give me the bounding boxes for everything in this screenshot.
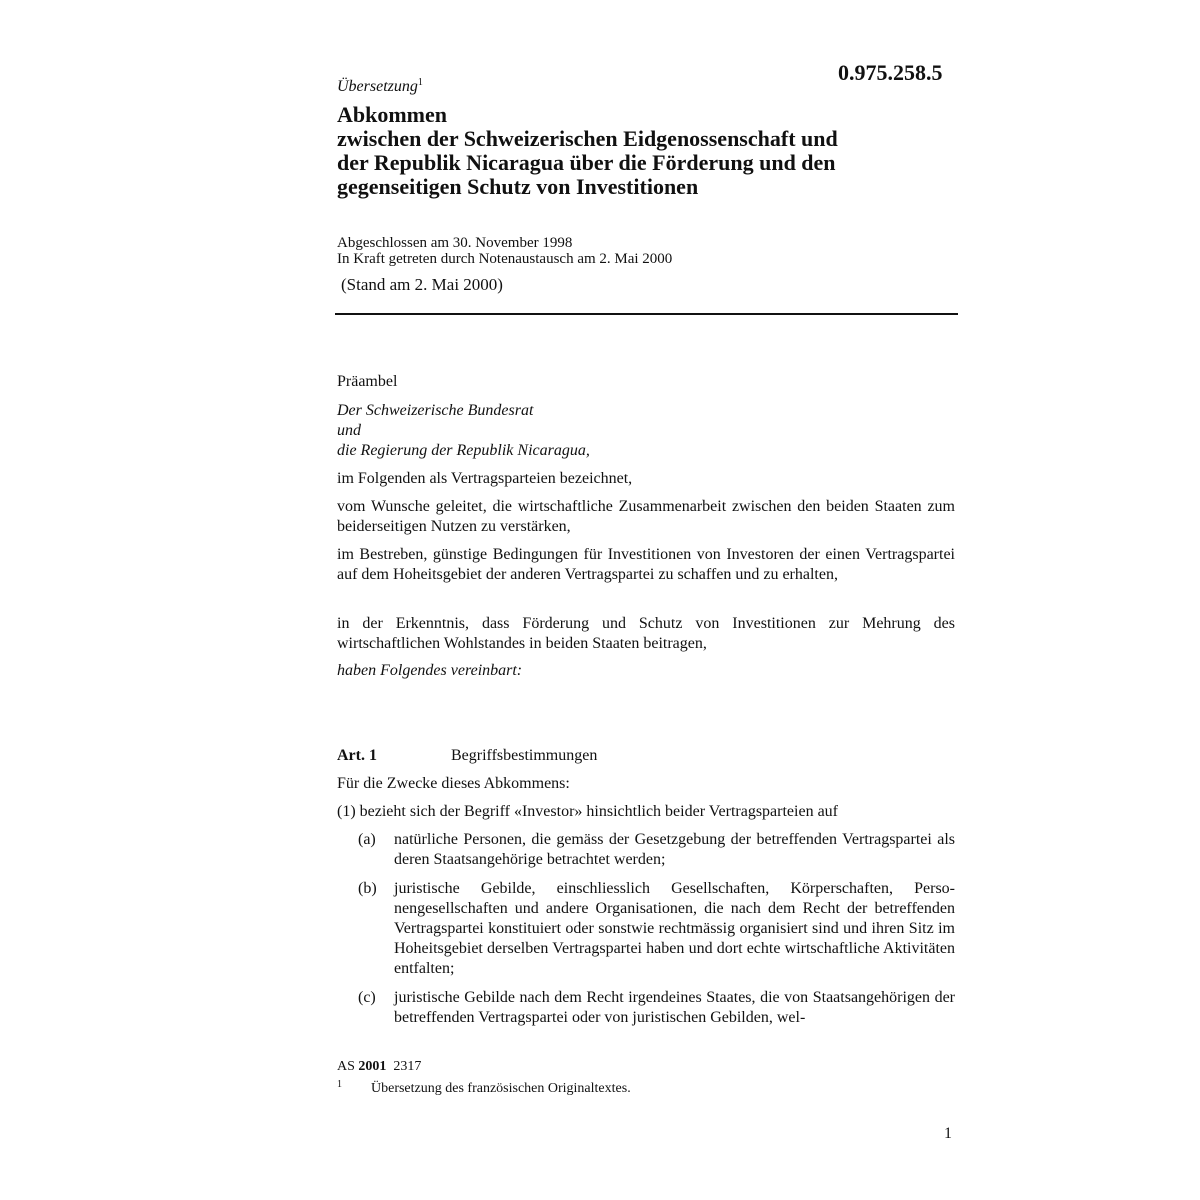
party-two: die Regierung der Republik Nicaragua, (337, 442, 590, 459)
title-line: der Republik Nicaragua über die Förderung und den (337, 150, 836, 175)
list-item-label: (b) (358, 880, 377, 897)
sr-number: 0.975.258.5 (838, 60, 943, 85)
header-divider (335, 313, 958, 315)
title-line: Abkommen (337, 102, 448, 127)
translation-note (337, 73, 423, 97)
party-one: Der Schweizerische Bundesrat (337, 402, 534, 419)
title-line: gegenseitigen Schutz von Investitionen (337, 174, 699, 199)
article-intro: Für die Zwecke dieses Abkommens: (337, 775, 570, 792)
status-date: (Stand am 2. Mai 2000) (341, 275, 503, 294)
list-item-label: (a) (358, 831, 376, 848)
in-force-date: In Kraft getreten durch Notenaustausch am 2. Mai 2000 (337, 251, 673, 267)
article-clause: (1) bezieht sich der Begriff «Investor» hinsichtlich beider Vertragsparteien auf (337, 803, 839, 820)
preamble-paragraph: vom Wunsche geleitet, die wirtschaftliche Zusammenarbeit zwischen den beiden Staaten zum beiderseitigen Nutzen zu verstärken, (337, 498, 955, 535)
article-title: Begriffsbestimmungen (451, 747, 598, 764)
title-line: zwischen der Schweizerischen Eidgenossenschaft und (337, 126, 838, 151)
official-collection-reference: AS 2001 2317 (337, 1059, 422, 1074)
translation-label: Übersetzung (337, 78, 418, 95)
list-item-text: juristische Gebilde nach dem Recht irgendeines Staates, die von Staatsangehörigen der betreffenden Vertragspartei oder von juristischen Gebilden, wel- (394, 989, 955, 1026)
list-item-label: (c) (358, 989, 376, 1006)
preamble-heading: Präambel (337, 373, 398, 390)
preamble-paragraph: in der Erkenntnis, dass Förderung und Schutz von Investitionen zur Mehrung des wirtschaftlichen Wohlstandes in beiden Staaten beitragen, (337, 615, 955, 652)
footnote-mark: 1 (337, 1079, 342, 1090)
party-conjunction: und (337, 422, 361, 439)
preamble-closing: haben Folgendes vereinbart: (337, 662, 523, 679)
footnote-reference: 1 (417, 77, 423, 88)
footnote-text: Übersetzung des französischen Originaltextes. (371, 1081, 631, 1096)
article-number: Art. 1 (337, 747, 377, 764)
page-number: 1 (944, 1125, 952, 1142)
preamble-paragraph: im Folgenden als Vertragsparteien bezeichnet, (337, 470, 633, 487)
concluded-date: Abgeschlossen am 30. November 1998 (337, 235, 573, 251)
document-title (337, 103, 957, 199)
list-item-text: juristische Gebilde, einschliesslich Gesellschaften, Körperschaften, Personengesellschaften und andere Organisationen, die nach dem Recht der betreffenden Vertragspartei konstituiert oder sonstwie rechtmässig organisiert sind und ihren Sitz im Hoheitsgebiet derselben Vertragspartei haben und dort echte wirtschaftliche Aktivitäten entfalten; (394, 880, 955, 977)
list-item-text: natürliche Personen, die gemäss der Gesetzgebung der betreffenden Vertragspartei als deren Staatsangehörige betrachtet werden; (394, 831, 955, 868)
preamble-paragraph: im Bestreben, günstige Bedingungen für Investitionen von Investoren der einen Vertragspartei auf dem Hoheitsgebiet der anderen Vertragspartei zu schaffen und zu erhalten, (337, 546, 955, 583)
